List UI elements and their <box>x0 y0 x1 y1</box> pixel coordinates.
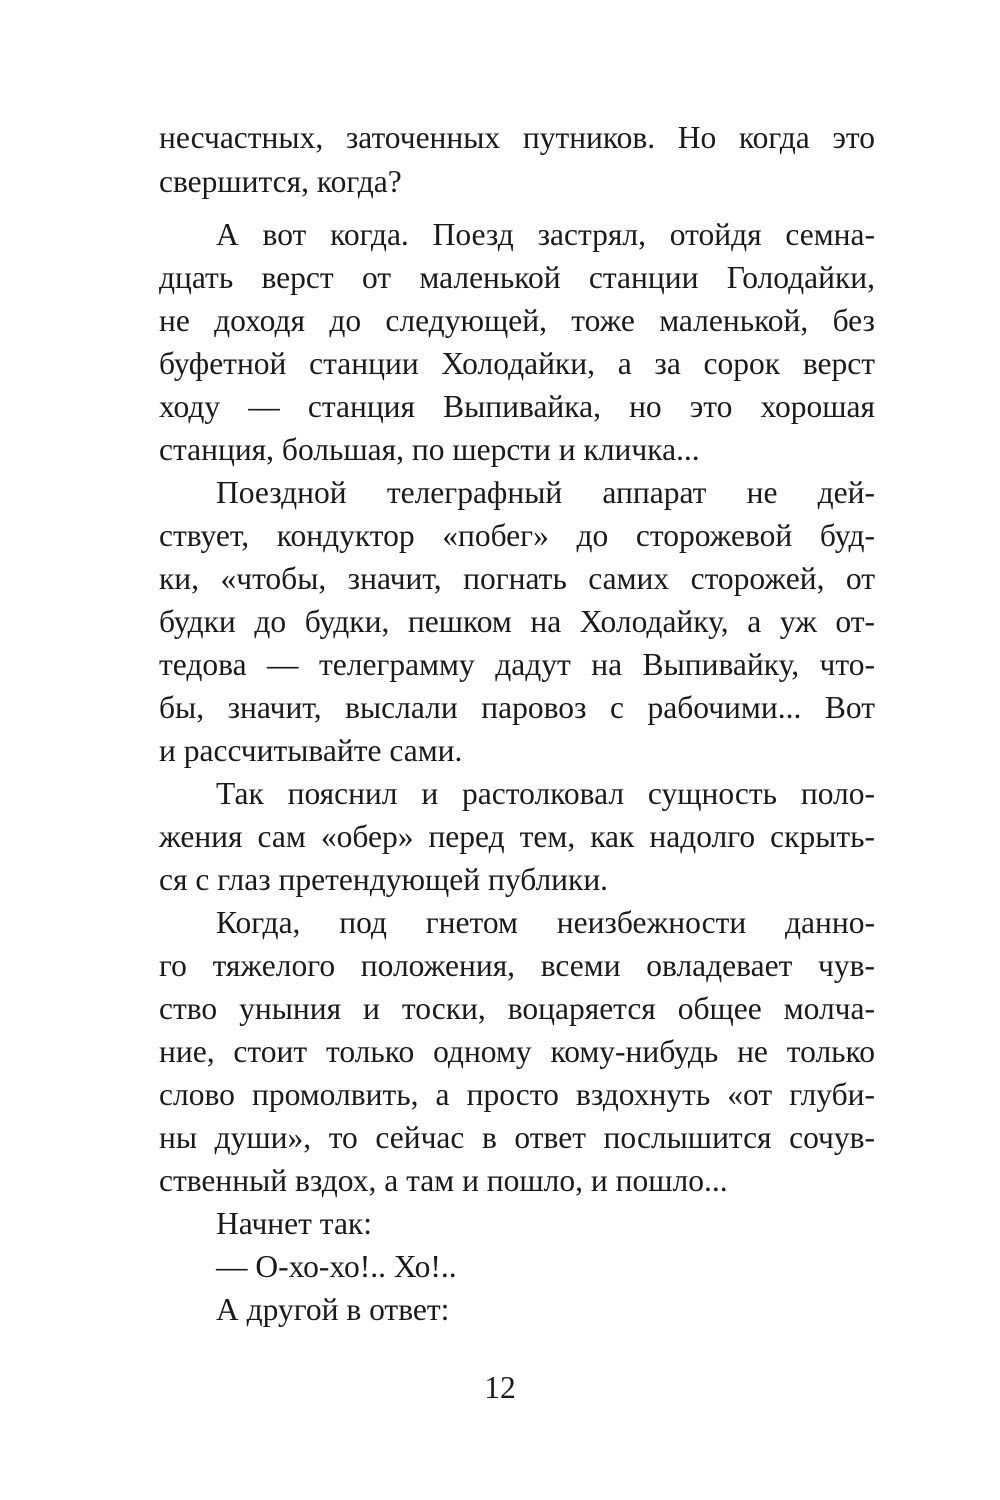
text-line: жения сам «обер» перед тем, как надолго скрыть- <box>159 819 875 854</box>
text-line: ся с глаз претендующей публики. <box>159 862 609 897</box>
text-line: не доходя до следующей, тоже маленькой, без <box>159 303 875 338</box>
text-line: ки, «чтобы, значит, погнать самих сторожей, от <box>159 561 875 596</box>
text-line: ствует, кондуктор «побег» до сторожевой буд- <box>159 518 875 553</box>
text-line: Поездной телеграфный аппарат не дей- <box>216 475 875 510</box>
text-line: Так пояснил и растолковал сущность поло- <box>216 776 875 811</box>
text-line: станция, большая, по шерсти и кличка... <box>159 432 700 467</box>
text-line: ны души», то сейчас в ответ послышится сочув- <box>159 1120 875 1155</box>
text-line: бы, значит, выслали паровоз с рабочими... Вот <box>159 690 875 725</box>
text-line: А вот когда. Поезд застрял, отойдя семна- <box>216 217 875 252</box>
page-number: 12 <box>484 1370 516 1405</box>
text-line: будки до будки, пешком на Холодайку, а уж от- <box>159 604 875 639</box>
text-line: ственный вздох, а там и пошло, и пошло... <box>159 1163 728 1198</box>
text-line: ние, стоит только одному кому-нибудь не только <box>159 1034 875 1069</box>
text-line: — О-хо-хо!.. Хо!.. <box>216 1249 457 1284</box>
text-line: ство уныния и тоски, воцаряется общее молча- <box>159 991 875 1026</box>
text-line: Когда, под гнетом неизбежности данно- <box>216 905 875 940</box>
text-line: и рассчитывайте сами. <box>159 733 463 768</box>
text-line: ходу — станция Выпивайка, но это хорошая <box>159 389 875 424</box>
text-line: А другой в ответ: <box>216 1292 450 1327</box>
text-line: Начнет так: <box>216 1206 372 1241</box>
text-line: свершится, когда? <box>159 164 402 199</box>
text-line: несчастных, заточенных путников. Но когда это <box>159 120 875 155</box>
text-line: буфетной станции Холодайки, а за сорок верст <box>159 346 875 381</box>
text-line: слово промолвить, а просто вздохнуть «от глуби- <box>159 1077 875 1112</box>
text-line: дцать верст от маленькой станции Голодайки, <box>159 260 875 295</box>
text-line: го тяжелого положения, всеми овладевает чув- <box>159 948 875 983</box>
text-line: тедова — телеграмму дадут на Выпивайку, что- <box>159 647 875 682</box>
